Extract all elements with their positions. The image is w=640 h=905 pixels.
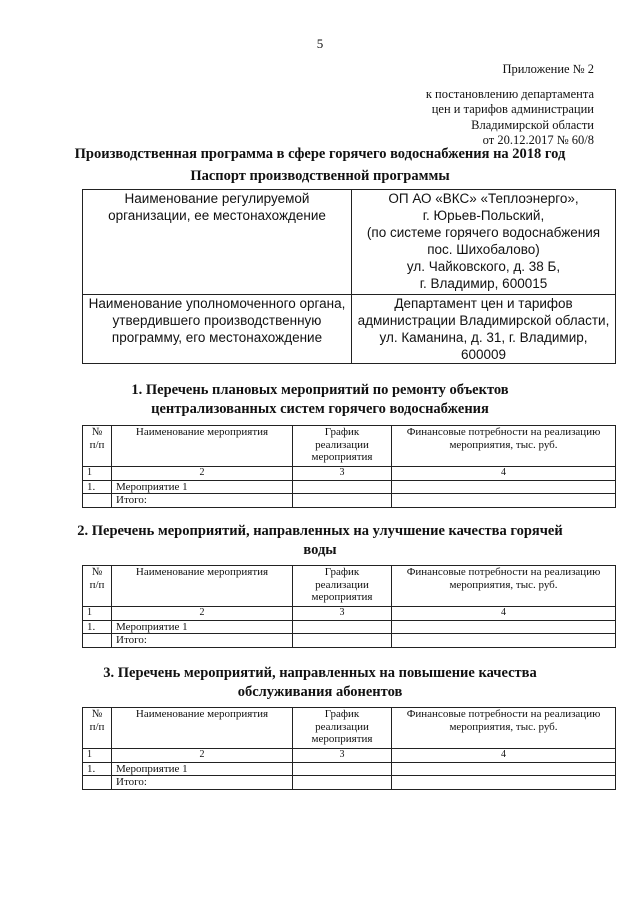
table-row <box>83 480 616 494</box>
header-cell: Финансовые потребности на реализацию мероприятия, тыс. руб. <box>392 708 616 749</box>
appendix-line: от 20.12.2017 № 60/8 <box>482 133 594 147</box>
column-number: 4 <box>392 467 616 481</box>
passport-row <box>83 190 616 295</box>
column-number: 3 <box>293 749 392 763</box>
header-cell: № п/п <box>83 708 112 749</box>
table-row <box>83 620 616 634</box>
empty-cell <box>392 762 616 776</box>
table-header-row <box>83 426 616 467</box>
page-number: 5 <box>316 36 324 51</box>
column-number: 1 <box>83 467 112 481</box>
header-cell: Наименование мероприятия <box>112 426 293 467</box>
passport-label: Наименование регулируемой организации, ее местонахождение <box>83 190 352 295</box>
header-cell: График реализации мероприятия <box>293 566 392 607</box>
passport-value-line: Департамент цен и тарифов <box>394 296 573 311</box>
header-cell: Наименование мероприятия <box>112 708 293 749</box>
total-label: Итого: <box>112 494 293 508</box>
passport-label: Наименование уполномоченного органа, утвердившего производственную программу, его местонахождение <box>83 295 352 364</box>
passport-value-line: г. Юрьев-Польский, <box>422 208 545 223</box>
empty-cell <box>293 776 392 790</box>
main-title: Производственная программа в сфере горячего водоснабжения на 2018 год <box>74 146 566 162</box>
appendix-title: Приложение № 2 <box>502 62 594 76</box>
table-header-row <box>83 566 616 607</box>
column-number: 3 <box>293 607 392 621</box>
column-number-row <box>83 467 616 481</box>
empty-cell <box>392 494 616 508</box>
empty-cell <box>293 494 392 508</box>
empty-cell <box>293 620 392 634</box>
total-row <box>83 634 616 648</box>
column-number: 3 <box>293 467 392 481</box>
passport-value-line: администрации Владимирской области, <box>357 313 610 328</box>
column-number-row <box>83 607 616 621</box>
empty-cell <box>293 762 392 776</box>
header-cell: График реализации мероприятия <box>293 708 392 749</box>
column-number: 4 <box>392 607 616 621</box>
passport-value-line: ул. Каманина, д. 31, г. Владимир, <box>379 330 588 345</box>
empty-cell <box>293 480 392 494</box>
total-label: Итого: <box>112 776 293 790</box>
table-row <box>83 762 616 776</box>
section-title <box>0 664 640 702</box>
section-title-line: централизованных систем горячего водоснабжения <box>151 401 489 417</box>
row-name: Мероприятие 1 <box>112 762 293 776</box>
appendix-line: цен и тарифов администрации <box>431 102 594 116</box>
empty-cell <box>83 634 112 648</box>
passport-value-line: ул. Чайковского, д. 38 Б, <box>406 259 561 274</box>
section-table <box>82 425 616 508</box>
passport-value-line: г. Владимир, 600015 <box>419 276 548 291</box>
empty-cell <box>392 776 616 790</box>
total-label: Итого: <box>112 634 293 648</box>
column-number: 1 <box>83 749 112 763</box>
empty-cell <box>392 480 616 494</box>
passport-table <box>82 189 616 364</box>
header-cell: Финансовые потребности на реализацию мероприятия, тыс. руб. <box>392 566 616 607</box>
row-number: 1. <box>83 480 112 494</box>
passport-value-line: пос. Шихобалово) <box>427 242 540 257</box>
empty-cell <box>83 776 112 790</box>
passport-value-line: 600009 <box>460 347 507 362</box>
row-name: Мероприятие 1 <box>112 620 293 634</box>
section-table <box>82 707 616 790</box>
section-table <box>82 565 616 648</box>
section-title <box>0 381 640 419</box>
appendix-line: к постановлению департамента <box>425 86 594 101</box>
column-number: 2 <box>112 749 293 763</box>
section-title-line: 1. Перечень плановых мероприятий по ремонту объектов <box>131 382 509 398</box>
passport-row <box>83 295 616 364</box>
header-cell: График реализации мероприятия <box>293 426 392 467</box>
passport-value-line: ОП АО «ВКС» «Теплоэнерго», <box>388 191 579 206</box>
column-number: 1 <box>83 607 112 621</box>
empty-cell <box>293 634 392 648</box>
empty-cell <box>392 634 616 648</box>
row-name: Мероприятие 1 <box>112 480 293 494</box>
column-number: 4 <box>392 749 616 763</box>
header-cell: № п/п <box>83 426 112 467</box>
table-header-row <box>83 708 616 749</box>
passport-value-line: (по системе горячего водоснабжения <box>366 225 601 240</box>
appendix-line: Владимирской области <box>471 117 594 132</box>
column-number: 2 <box>112 607 293 621</box>
section-title-line: воды <box>303 542 337 558</box>
section-title <box>0 522 640 560</box>
header-cell: № п/п <box>83 566 112 607</box>
empty-cell <box>392 620 616 634</box>
column-number: 2 <box>112 467 293 481</box>
section-title-line: 2. Перечень мероприятий, направленных на улучшение качества горячей <box>77 523 563 539</box>
row-number: 1. <box>83 620 112 634</box>
header-cell: Наименование мероприятия <box>112 566 293 607</box>
section-title-line: обслуживания абонентов <box>237 684 403 700</box>
total-row <box>83 776 616 790</box>
empty-cell <box>83 494 112 508</box>
section-title-line: 3. Перечень мероприятий, направленных на повышение качества <box>103 665 537 681</box>
column-number-row <box>83 749 616 763</box>
row-number: 1. <box>83 762 112 776</box>
passport-value <box>352 295 616 364</box>
passport-title: Паспорт производственной программы <box>190 168 450 184</box>
header-cell: Финансовые потребности на реализацию мероприятия, тыс. руб. <box>392 426 616 467</box>
appendix-block <box>426 62 594 149</box>
passport-value <box>352 190 616 295</box>
total-row <box>83 494 616 508</box>
